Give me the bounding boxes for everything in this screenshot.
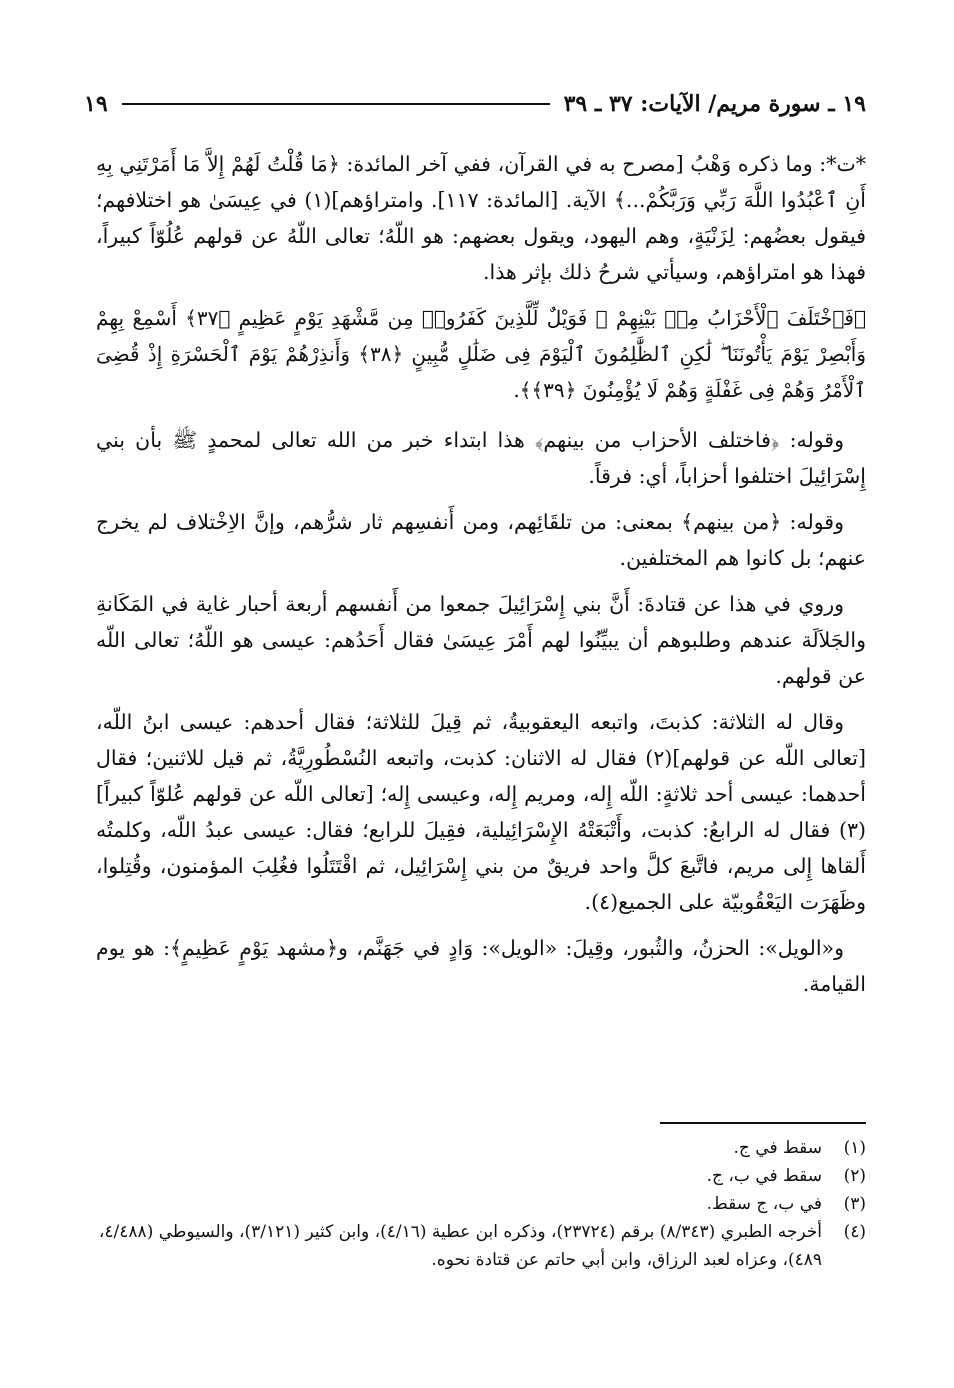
paragraph-commentary-3: وروي في هذا عن قتادةَ: أَنَّ بني إِسْرَائِيلَ جمعوا من أَنفسهم أربعة أحبار غاية في المَكَانةِ والجَلاَلَة عندهم وطلبوهم أن يبيِّنُوا لهم أَمْرَ عِيسَىٰ فقال أَحَدُهم: عيسى هو اللّهُ؛ تعالى اللّه عن قولهم. xyxy=(96,592,866,688)
paragraph-commentary-5: و«الويل»: الحزنُ، والثُبور، وقِيلَ: «الويل»: وَادٍ في جَهَنَّم، و﴿مشهد يَوْمٍ عَظِيمٍ﴾: هو يوم القيامة. xyxy=(96,936,866,996)
footnote-number: (٢) xyxy=(843,1166,866,1186)
main-text xyxy=(96,146,866,1012)
paragraph-commentary-4: وقال له الثلاثة: كذبتَ، واتبعه اليعقوبيةُ، ثم قِيلَ للثلاثة؛ فقال أحدهم: عيسى ابنُ اللّه، [تعالى اللّه عن قولهم](٢) فقال له الاثنان: كذبت، واتبعه النُسْطُورِيَّةُ، ثم قيل للاثنين؛ فقال أحدهما: عيسى أحد ثلاثةٍ: اللّه إِله، ومريم إِله، وعيسى إِله؛ [تعالى اللّه عن قولهم عُلوّاً كبيراً](٣) فقال له الرابعُ: كذبت، وأَتْبَعَتْهُ الإِسْرَائِيلية، فقِيلَ للرابع؛ فقال: عيسى عبدُ اللّه، وكلمتُه أَلقاها إِلى مريم، فاتَّبعَ كلَّ واحد فريقٌ من بني إِسْرَائِيل، ثم اقْتَتَلُوا فغُلِبَ المؤمنون، وقُتِلوا، وظَهَرَت اليَعْقُوبيّة على الجميع(٤). xyxy=(96,710,866,914)
footnote-separator xyxy=(660,1122,866,1124)
footnote-text: أخرجه الطبري (٨/٣٤٣) برقم (٢٣٧٢٤)، وذكره ابن عطية (٤/١٦)، وابن كثير (٣/١٢١)، والسيوطي (٤/٤٨٨، ٤٨٩)، وعزاه لعبد الرزاق، وابن أبي حاتم عن قتادة نحوه. xyxy=(98,1222,822,1270)
footnote-text: سقط في ب، ج. xyxy=(706,1166,822,1186)
paragraph-commentary-1: وقوله: ﴿فاختلف الأحزاب من بينهم﴾ هذا ابتداء خبر من الله تعالى لمحمدٍ ﷺ بأن بني إِسْرَائِيلَ اختلفوا أحزاباً، أي: فرقاً. xyxy=(96,428,866,488)
footnote xyxy=(96,1218,866,1274)
header-rule xyxy=(122,103,550,105)
footnotes xyxy=(96,1134,866,1274)
header-title: ١٩ ـ سورة مريم/ الآيات: ٣٧ ـ ٣٩ xyxy=(563,91,866,117)
footnote-number: (١) xyxy=(843,1138,866,1158)
paragraph-intro: *ت*: وما ذكره وَهْبُ [مصرح به في القرآن، ففي آخر المائدة: ﴿مَا قُلْتُ لَهُمْ إِلاَّ مَا أَمَرْتَنِي بِهِ أَنِ ٱعْبُدُوا اللَّهَ رَبِّي وَرَبَّكُمْ...﴾ الآية. [المائدة: ١١٧]. وامتراؤهم](١) في عِيسَىٰ هو اختلافهم؛ فيقول بعضُهم: لِزَنْيَةٍ، وهم اليهود، ويقول بعضهم: هو اللّهُ؛ تعالى اللّهُ عن قولهم عُلُوّاً كبيراً، فهذا هو امتراؤهم، وسيأتي شرحُ ذلك بإثر هذا. xyxy=(96,152,866,284)
footnote xyxy=(96,1162,866,1190)
footnote-number: (٣) xyxy=(843,1194,866,1214)
quran-verses: ﴿فَٱخْتَلَفَ ٱلْأَحْزَابُ مِنۢ بَيْنِهِمْ ۖ فَوَيْلٌ لِّلَّذِينَ كَفَرُوا۟ مِن مَّشْهَدِ يَوْمٍ عَظِيمٍ ﴿٣٧﴾ أَسْمِعْ بِهِمْ وَأَبْصِرْ يَوْمَ يَأْتُونَنَا ۖ لَٰكِنِ ٱلظَّٰلِمُونَ ٱلْيَوْمَ فِى ضَلَٰلٍ مُّبِينٍ ﴿٣٨﴾ وَأَنذِرْهُمْ يَوْمَ ٱلْحَسْرَةِ إِذْ قُضِىَ ٱلْأَمْرُ وَهُمْ فِى غَفْلَةٍ وَهُمْ لَا يُؤْمِنُونَ ﴿٣٩﴾﴾. xyxy=(96,306,866,402)
paragraph-commentary-2: وقوله: ﴿من بينهم﴾ بمعنى: من تلقَائِهم، ومن أَنفسِهم ثار شرُّهم، وإنَّ الاِخْتلاف لم يخرج عنهم؛ بل كانوا هم المختلفين. xyxy=(96,510,866,570)
footnote xyxy=(96,1190,866,1218)
footnote-text: في ب، ج سقط. xyxy=(706,1194,822,1214)
footnote-number: (٤) xyxy=(843,1222,866,1242)
footnote-text: سقط في ج. xyxy=(733,1138,822,1158)
footnote xyxy=(96,1134,866,1162)
page-header xyxy=(84,84,866,124)
page-number: ١٩ xyxy=(84,91,108,117)
